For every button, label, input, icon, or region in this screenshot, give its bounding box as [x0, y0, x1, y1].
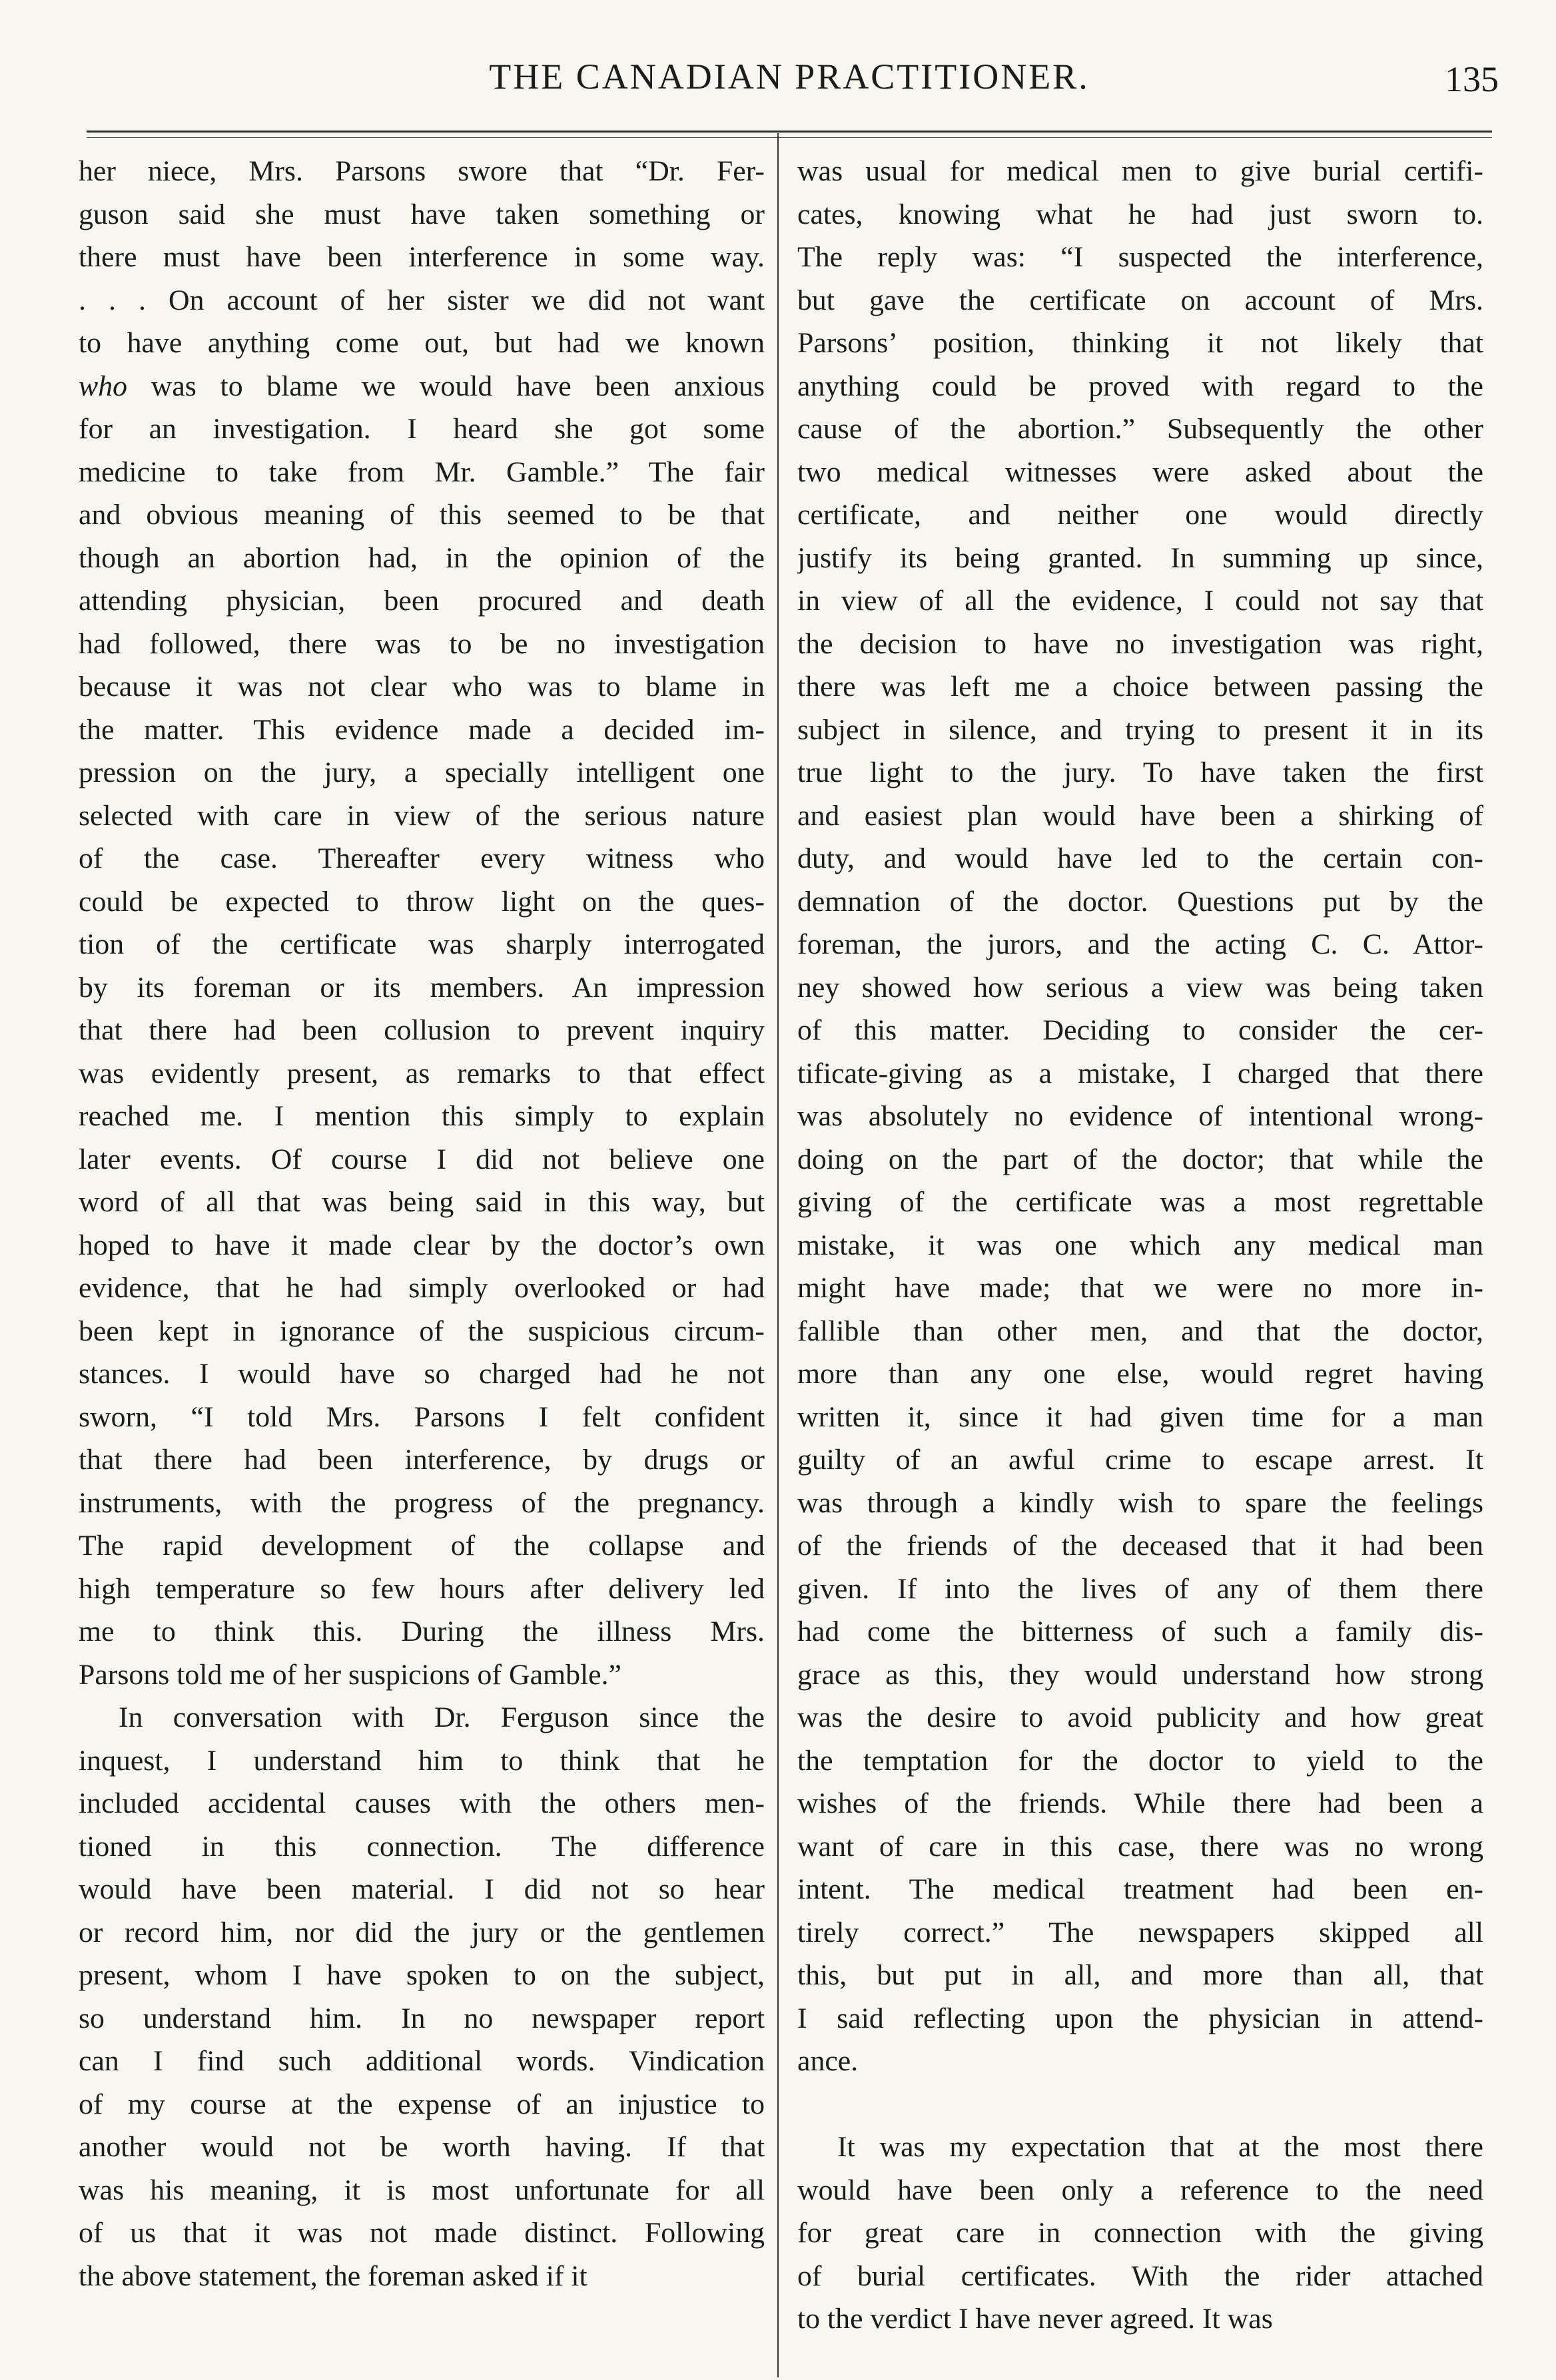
text-line: two medical witnesses were asked about the [797, 455, 1483, 488]
text-line: was the desire to avoid publicity and how great [797, 1701, 1483, 1733]
text-line: subject in silence, and trying to present it in its [797, 713, 1483, 746]
text-line: wishes of the friends. While there had been a [797, 1787, 1483, 1819]
text-line: for great care in connection with the giving [797, 2217, 1483, 2249]
text-line: more than any one else, would regret having [797, 1358, 1483, 1390]
text-line: and easiest plan would have been a shirking of [797, 799, 1483, 832]
text-line: high temperature so few hours after delivery led [79, 1572, 765, 1605]
running-header [80, 53, 1499, 107]
text-line: of the case. Thereafter every witness who [79, 842, 765, 874]
text-line: sworn, “I told Mrs. Parsons I felt confident [79, 1400, 765, 1433]
text-line: later events. Of course I did not believe one [79, 1143, 765, 1175]
text-line: the matter. This evidence made a decided im- [79, 713, 765, 746]
text-line: cates, knowing what he had just sworn to. [797, 198, 1483, 230]
text-line: true light to the jury. To have taken the first [797, 756, 1483, 788]
text-line: written it, since it had given time for a man [797, 1400, 1483, 1433]
text-line: was his meaning, it is most unfortunate for all [79, 2174, 765, 2206]
text-line: . . . On account of her sister we did not want [79, 284, 765, 316]
text-line: instruments, with the progress of the pregnancy. [79, 1486, 765, 1519]
text-line: given. If into the lives of any of them there [797, 1572, 1483, 1605]
text-line: giving of the certificate was a most regrettable [797, 1186, 1483, 1218]
text-line: anything could be proved with regard to the [797, 370, 1483, 402]
text-line: of burial certificates. With the rider attached [797, 2259, 1483, 2292]
text-line [797, 2083, 1483, 2126]
text-line: who was to blame we would have been anxious [79, 370, 765, 402]
text-line: doing on the part of the doctor; that while the [797, 1143, 1483, 1175]
text-line: demnation of the doctor. Questions put by the [797, 885, 1483, 918]
text-line: been kept in ignorance of the suspicious circum- [79, 1315, 765, 1347]
page-number: 135 [1445, 59, 1499, 99]
text-line: ance. [797, 2045, 859, 2077]
text-line: of my course at the expense of an injustice to [79, 2088, 765, 2120]
text-line: hoped to have it made clear by the doctor’s own [79, 1229, 765, 1261]
text-line: had followed, there was to be no investigation [79, 627, 765, 660]
text-line: guson said she must have taken something or [79, 198, 765, 230]
column-divider [777, 133, 779, 2377]
text-line: tioned in this connection. The difference [79, 1830, 765, 1863]
journal-title: THE CANADIAN PRACTITIONER. [489, 57, 1090, 97]
text-line: reached me. I mention this simply to explain [79, 1100, 765, 1132]
text-line: ney showed how serious a view was being taken [797, 971, 1483, 1004]
text-line: could be expected to throw light on the ques- [79, 885, 765, 918]
text-line: evidence, that he had simply overlooked or had [79, 1272, 765, 1304]
text-line: of us that it was not made distinct. Following [79, 2217, 765, 2249]
text-line: medicine to take from Mr. Gamble.” The fair [79, 455, 765, 488]
text-line: by its foreman or its members. An impression [79, 971, 765, 1004]
right-column [797, 150, 1483, 2341]
text-line: mistake, it was one which any medical man [797, 1229, 1483, 1261]
text-line: would have been only a reference to the need [797, 2174, 1483, 2206]
text-line: attending physician, been procured and death [79, 585, 765, 617]
text-line: her niece, Mrs. Parsons swore that “Dr. Fer- [79, 155, 765, 187]
text-line: of the friends of the deceased that it had been [797, 1530, 1483, 1562]
text-line: In conversation with Dr. Ferguson since the [119, 1701, 765, 1733]
text-line: intent. The medical treatment had been en- [797, 1873, 1483, 1905]
text-line: I said reflecting upon the physician in attend- [797, 2002, 1483, 2034]
text-line: Parsons’ position, thinking it not likely that [797, 327, 1483, 359]
text-line: guilty of an awful crime to escape arrest. It [797, 1444, 1483, 1476]
text-line: because it was not clear who was to blame in [79, 671, 765, 703]
text-line: was absolutely no evidence of intentional wrong- [797, 1100, 1483, 1132]
text-line: there must have been interference in some way. [79, 241, 765, 273]
text-line: want of care in this case, there was no wrong [797, 1830, 1483, 1863]
text-line: word of all that was being said in this way, but [79, 1186, 765, 1218]
text-line: pression on the jury, a specially intelligent one [79, 756, 765, 788]
text-line: to the verdict I have never agreed. It was [797, 2303, 1273, 2335]
text-line: certificate, and neither one would directly [797, 499, 1483, 531]
text-line: was usual for medical men to give burial certifi- [797, 155, 1483, 187]
text-line: was evidently present, as remarks to that effect [79, 1057, 765, 1089]
text-line: tirely correct.” The newspapers skipped all [797, 1916, 1483, 1948]
text-line: can I find such additional words. Vindication [79, 2045, 765, 2077]
text-line: duty, and would have led to the certain con- [797, 842, 1483, 874]
text-line: in view of all the evidence, I could not say that [797, 585, 1483, 617]
text-line: the temptation for the doctor to yield to the [797, 1744, 1483, 1777]
text-line: or record him, nor did the jury or the gentlemen [79, 1916, 765, 1948]
text-line: had come the bitterness of such a family dis- [797, 1616, 1483, 1647]
header-rule-thin [87, 137, 1492, 138]
text-line: Parsons told me of her suspicions of Gamble.” [79, 1658, 621, 1691]
text-line: the above statement, the foreman asked if it [79, 2259, 587, 2292]
text-line: tificate-giving as a mistake, I charged that there [797, 1057, 1483, 1089]
text-line: tion of the certificate was sharply interrogated [79, 928, 765, 960]
text-line: to have anything come out, but had we known [79, 327, 765, 359]
text-line: present, whom I have spoken to on the subject, [79, 1959, 765, 1991]
text-line: of this matter. Deciding to consider the cer- [797, 1014, 1483, 1046]
header-rule [87, 131, 1492, 133]
text-line: grace as this, they would understand how strong [797, 1658, 1483, 1691]
text-line: though an abortion had, in the opinion of the [79, 541, 765, 574]
text-line: It was my expectation that at the most there [837, 2131, 1483, 2163]
text-line: and obvious meaning of this seemed to be that [79, 499, 765, 531]
text-line: me to think this. During the illness Mrs. [79, 1616, 765, 1647]
text-line: foreman, the jurors, and the acting C. C. Attor- [797, 928, 1483, 960]
text-line: included accidental causes with the others men- [79, 1787, 765, 1819]
text-line: inquest, I understand him to think that he [79, 1744, 765, 1777]
text-line: for an investigation. I heard she got some [79, 413, 765, 445]
text-line: there was left me a choice between passing the [797, 671, 1483, 703]
text-line: that there had been interference, by drugs or [79, 1444, 765, 1476]
text-line: stances. I would have so charged had he not [79, 1358, 765, 1390]
text-line: fallible than other men, and that the doctor, [797, 1315, 1483, 1347]
text-line: The reply was: “I suspected the interference, [797, 241, 1483, 273]
text-line: might have made; that we were no more in- [797, 1272, 1483, 1304]
text-line: would have been material. I did not so hear [79, 1873, 765, 1905]
text-line: another would not be worth having. If that [79, 2131, 765, 2163]
text-line: selected with care in view of the serious nature [79, 799, 765, 832]
text-line: this, but put in all, and more than all, that [797, 1959, 1483, 1991]
text-line: The rapid development of the collapse and [79, 1530, 765, 1562]
text-line: so understand him. In no newspaper report [79, 2002, 765, 2034]
text-line: but gave the certificate on account of Mrs. [797, 284, 1483, 316]
text-line: the decision to have no investigation was right, [797, 627, 1483, 660]
text-line: was through a kindly wish to spare the feelings [797, 1486, 1483, 1519]
text-line: justify its being granted. In summing up since, [797, 541, 1483, 574]
text-line: cause of the abortion.” Subsequently the other [797, 413, 1483, 445]
left-column [79, 150, 765, 2297]
text-line: that there had been collusion to prevent inquiry [79, 1014, 765, 1046]
